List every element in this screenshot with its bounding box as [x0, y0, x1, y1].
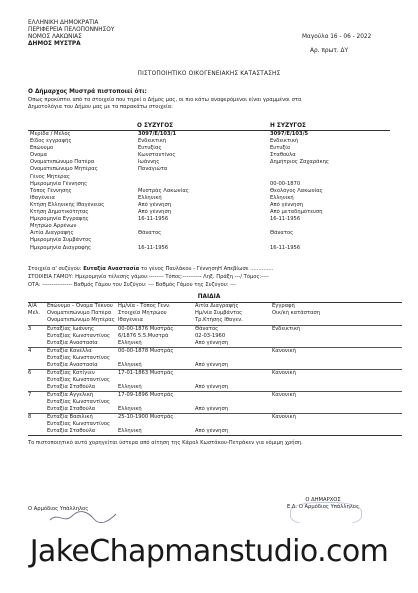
table-row: [28, 181, 390, 188]
field-label: Τόπος Γέννησης: [30, 187, 72, 194]
table-row: [28, 216, 390, 223]
child-birth: 00-00-1878 Μυστράς: [118, 348, 174, 354]
header-line: ΠΕΡΙΦΕΡΕΙΑ ΠΕΛΟΠΟΝΝΗΣΟΥ: [28, 27, 115, 33]
child-number: 6: [28, 370, 32, 376]
wife-value: [240, 166, 372, 173]
husband-value: [138, 237, 240, 244]
table-row: [28, 145, 390, 152]
note-suffix: το γένος Παυλάκου - ΓέννησηΗ Απεβίωσε ..............: [139, 266, 274, 272]
col-header: Ονοματεπώνυμο Πατέρα: [47, 310, 112, 317]
table-row: [28, 392, 402, 399]
wife-value: Σταθούλα: [270, 152, 296, 159]
table-row: [28, 326, 402, 333]
intro-line: Όπως προκύπτει από τα στοιχεία που τηρεί ο Δήμος μας, οι πιο κάτω αναφερόμενοι είναι γραμμένοι στα: [28, 97, 302, 103]
header-line: ΝΟΜΟΣ ΛΑΚΩΝΙΑΣ: [28, 34, 82, 40]
husband-value: Από γέννηση: [138, 201, 172, 208]
husband-value: Ιωάννης: [138, 159, 160, 166]
child-mother: Ευταξία Αναστασία: [47, 340, 98, 347]
table-row: [28, 209, 390, 216]
child-mother: Ευταξία Σταθούλα: [47, 384, 96, 391]
child-deletion-reason: [195, 414, 272, 421]
child-father: Ευταξίας Κωνσταντίνος: [47, 333, 110, 340]
child-registry: [118, 399, 195, 406]
child-number: 4: [28, 348, 32, 354]
child-registry: [118, 355, 195, 362]
husband-value: Μυστράς Λακωνίας: [138, 187, 189, 194]
table-row: [28, 174, 390, 181]
table-row: [28, 399, 402, 406]
child-entry: [28, 413, 402, 436]
table-row: [28, 245, 390, 252]
child-entry: [28, 347, 402, 370]
husband-value: [138, 223, 240, 230]
wife-value: Από μεταδημότευση: [270, 209, 323, 216]
child-entry-type: Κανονική: [272, 348, 296, 354]
child-mother: Ευταξία Αναστασία: [47, 362, 98, 369]
note-prefix: Στοιχεία α' συζύγου:: [28, 266, 84, 272]
wife-value: [240, 237, 372, 244]
child-acquisition: Από γέννηση: [195, 340, 229, 347]
table-row: [28, 348, 402, 355]
header-row: [28, 317, 402, 324]
table-row: [28, 370, 402, 377]
col-header: Μέλ.: [28, 310, 40, 317]
field-label: Ημερομηνία Συμβάντος: [30, 237, 92, 244]
child-name: Ευταξία Βασιλική: [47, 414, 93, 420]
col-header: Ημ/νία - Τόπος Γενν.: [118, 303, 171, 309]
table-row: [28, 138, 390, 145]
child-entry-type: Ενδεικτική: [272, 326, 301, 332]
header-line: ΕΛΛΗΝΙΚΗ ΔΗΜΟΚΡΑΤΙΑ: [28, 20, 99, 26]
child-deletion-reason: [195, 392, 272, 399]
child-registry: [118, 421, 195, 428]
wife-value: Θάνατος: [270, 230, 294, 237]
husband-value: 16-11-1956: [138, 244, 169, 251]
col-header: Ημ/νία Συμβάντος: [195, 310, 243, 317]
child-deletion-date: [195, 399, 272, 406]
col-header: Στοιχεία Μητρώου: [118, 310, 167, 317]
signature-icon: [48, 510, 118, 524]
col-header: [272, 317, 334, 324]
field-label: Ημερομηνία Διαγραφής: [30, 244, 92, 251]
husband-value: 16-11-1956: [138, 216, 169, 223]
header-row: [28, 310, 402, 317]
wife-value: Ευτυξίο: [270, 145, 291, 152]
child-entry: [28, 325, 402, 348]
col-header: Οικ/κή κατάσταση: [272, 310, 321, 317]
child-father: Ευταξίας Κωνσταντίνος: [47, 355, 110, 362]
wife-value: Ελληνική: [270, 194, 294, 201]
child-deletion-date: [195, 377, 272, 384]
field-label: Αιτία Διαγραφής: [30, 230, 74, 237]
table-row: [28, 355, 402, 362]
issuance-note: Το πιστοποιητικό αυτό χορηγείται ύστερα από αίτηση της Κάρολ Κωστάκου-Πετράκεν για νόμιμη χρήση.: [28, 440, 303, 446]
document-date: Μαγούλα 16 - 06 - 2022: [302, 34, 372, 40]
field-label: Ημερομηνία Εγγραφής: [30, 216, 89, 223]
child-father: Ευταξίας Κωνσταντίνος: [47, 377, 110, 384]
wife-value: 16-11-1956: [270, 216, 301, 223]
col-header: Ονοματεπώνυμο Μητέρας: [47, 317, 115, 324]
child-entry-type: Κανονική: [272, 414, 296, 420]
marriage-degree: ΟΤΑ: ---------------- Βαθμός Γάμου του Συζύγου: --- Βαθμός Γάμου της Συζύγου: ---: [28, 282, 236, 288]
field-label: Ημερομηνία Γέννησης: [30, 180, 88, 187]
table-row: [28, 202, 390, 209]
document-title: ΠΙΣΤΟΠΟΙΗΤΙΚΟ ΟΙΚΟΓΕΝΕΙΑΚΗΣ ΚΑΤΑΣΤΑΣΗΣ: [137, 71, 281, 77]
table-row: [28, 166, 390, 173]
child-number: 7: [28, 392, 32, 398]
header-row: [28, 303, 402, 310]
child-registry: 6/1876 5.5.Μυστρά: [118, 333, 169, 340]
child-deletion-reason: Θάνατος: [195, 326, 219, 332]
table-row: [28, 152, 390, 159]
husband-value: Παναγιώτα: [138, 166, 168, 173]
table-row: [28, 131, 390, 138]
field-label: Κτήση Δημοτικότητας: [30, 209, 89, 216]
child-citizenship: Ελληνική: [118, 340, 142, 347]
intro-line: Δημοτολόγια του Δήμου μας με τα παρακάτω στοιχεία:: [28, 104, 173, 110]
child-entry: [28, 369, 402, 392]
wife-value: [240, 174, 372, 181]
husband-value: Κωνσταντίνος: [138, 152, 176, 159]
table-row: [28, 377, 402, 384]
col-header: Α/Α: [28, 303, 37, 309]
child-deletion-date: [195, 355, 272, 362]
field-label: Γένος Μητέρας: [30, 173, 70, 180]
child-entry-type: Κανονική: [272, 370, 296, 376]
husband-value: [138, 174, 240, 181]
field-label: Ονοματεπώνυμο Μητέρας: [30, 166, 98, 173]
child-mother: Ευταξία Σταθούλα: [47, 428, 96, 435]
wife-value: Δημήτριος Ζαχαράκης: [270, 159, 329, 166]
field-label: Όνομα: [30, 152, 48, 159]
child-birth: 17-01-1863 Μυστράς: [118, 370, 174, 376]
col-header: Αιτία Διαγραφής: [195, 303, 239, 309]
children-header: [28, 303, 402, 325]
field-label: Ονοματεπώνυμο Πατέρα: [30, 159, 95, 166]
husband-value: Θάνατος: [138, 230, 162, 237]
field-label: Μητρώο Αρρένων: [30, 223, 77, 230]
child-acquisition: Από γέννηση: [195, 406, 229, 413]
table-row: [28, 159, 390, 166]
field-label: Επώνυμο: [30, 145, 54, 152]
child-citizenship: Ελληνική: [118, 362, 142, 369]
col-header: [28, 317, 47, 324]
mayor-title: Ο ΔΗΜΑΡΧΟΣ: [305, 497, 341, 503]
field-label: Μερίδα / Μέλος: [30, 131, 71, 137]
husband-column-header: Ο ΣΥΖΥΓΟΣ: [137, 123, 174, 129]
child-entry: [28, 391, 402, 414]
child-father: Ευταξίας Κωνσταντίνος: [47, 399, 110, 406]
wife-value: [240, 223, 372, 230]
table-row: [28, 237, 390, 244]
authority-header: [28, 20, 114, 48]
wife-value: Ενδεικτική: [270, 138, 299, 145]
table-row: [28, 195, 390, 202]
wife-value: 3097/Ε/103/5: [270, 131, 309, 137]
husband-value: Ευτυξίας: [138, 145, 162, 152]
table-row: [28, 188, 390, 195]
field-label: Κτήση Ελληνικής Ιθαγένειας: [30, 201, 105, 208]
wife-value: Από γέννηση: [270, 201, 304, 208]
children-title: ΠΑΙΔΙΑ: [197, 294, 221, 300]
table-row: [28, 414, 402, 421]
table-row: [28, 421, 402, 428]
child-acquisition: Από γέννηση: [195, 362, 229, 369]
col-header: Επώνυμο – Όνομα Τέκνου: [47, 303, 113, 309]
wife-column-header: Η ΣΥΖΥΓΟΣ: [270, 123, 307, 129]
table-row: [28, 223, 390, 230]
child-deletion-date: 02-03-1960: [195, 333, 226, 340]
child-registry: [118, 377, 195, 384]
child-citizenship: Ελληνική: [118, 428, 142, 435]
intro-heading: Ο Δήμαρχος Μυστρά πιστοποιεί ότι:: [28, 89, 147, 95]
child-deletion-reason: [195, 370, 272, 377]
field-label: Είδος εγγραφής: [30, 138, 72, 145]
table-row: [28, 230, 390, 237]
husband-value: Από γέννηση: [138, 209, 172, 216]
husband-value: 3097/Ε/103/1: [138, 131, 177, 137]
child-deletion-reason: [195, 348, 272, 355]
child-birth: 17-09-1896 Μυστράς: [118, 392, 174, 398]
child-mother: Ευταξία Σταθούλα: [47, 406, 96, 413]
col-header: Ιθαγένεια: [118, 317, 143, 324]
child-citizenship: Ελληνική: [118, 406, 142, 413]
wife-value: 00-00-1870: [270, 180, 301, 187]
wife-value: 16-11-1956: [270, 244, 301, 251]
child-birth: 00-00-1876 Μυστράς: [118, 326, 174, 332]
wife-value: Θεολόγος Λακωνίας: [270, 187, 323, 194]
header-line: ΔΗΜΟΣ ΜΥΣΤΡΑ: [28, 41, 81, 47]
child-father: Ευταξίας Κωνσταντίνος: [47, 421, 110, 428]
child-citizenship: Ελληνική: [118, 384, 142, 391]
divider: [28, 435, 402, 436]
child-number: 3: [28, 326, 32, 332]
mayor-signature-label: Ε.Δ. Ο Αρμόδιος Υπάλληλος: [286, 504, 360, 510]
child-name: Ευταξία Αγγελική: [47, 392, 94, 398]
first-spouse-note: [28, 266, 273, 272]
clerk-signature-label: Ο Αρμόδιος Υπάλληλος: [28, 506, 89, 512]
field-label: Ιθαγένεια: [30, 194, 55, 201]
child-name: Ευταξία Κανέλλα: [47, 348, 92, 354]
husband-value: Ενδεικτική: [138, 138, 167, 145]
col-header: Εγγραφή: [272, 303, 295, 309]
child-entry-type: Κανονική: [272, 392, 296, 398]
child-acquisition: Από γέννηση: [195, 428, 229, 435]
spouses-table: [28, 131, 390, 252]
watermark-text: JakeChapmanstudio.com: [29, 534, 389, 569]
protocol-number: Αρ. πρωτ. ΔΥ: [310, 48, 349, 54]
child-name: Ευταξίας Κατίγιεν: [47, 370, 95, 376]
husband-value: Ελληνική: [138, 194, 162, 201]
child-name: Ευταξίας Ιωάννης: [47, 326, 95, 332]
child-birth: 25-10-1900 Μυστράς: [118, 414, 174, 420]
marriage-details: ΣΤΟΙΧΕΙΑ ΓΑΜΟΥ: Ημερομηνία τέλεσης γάμου:-------- Τόπος:---------- Ληξ. Πράξη ---/ Τόμος:----: [28, 274, 269, 280]
child-acquisition: Από γέννηση: [195, 384, 229, 391]
husband-value: [138, 181, 240, 188]
table-row: [28, 333, 402, 340]
child-deletion-date: [195, 421, 272, 428]
child-number: 8: [28, 414, 32, 420]
note-name: Ευταξία Αναστασία: [83, 266, 140, 272]
col-header: Τρ.Κτήσης Ιθαγεν.: [195, 317, 243, 324]
